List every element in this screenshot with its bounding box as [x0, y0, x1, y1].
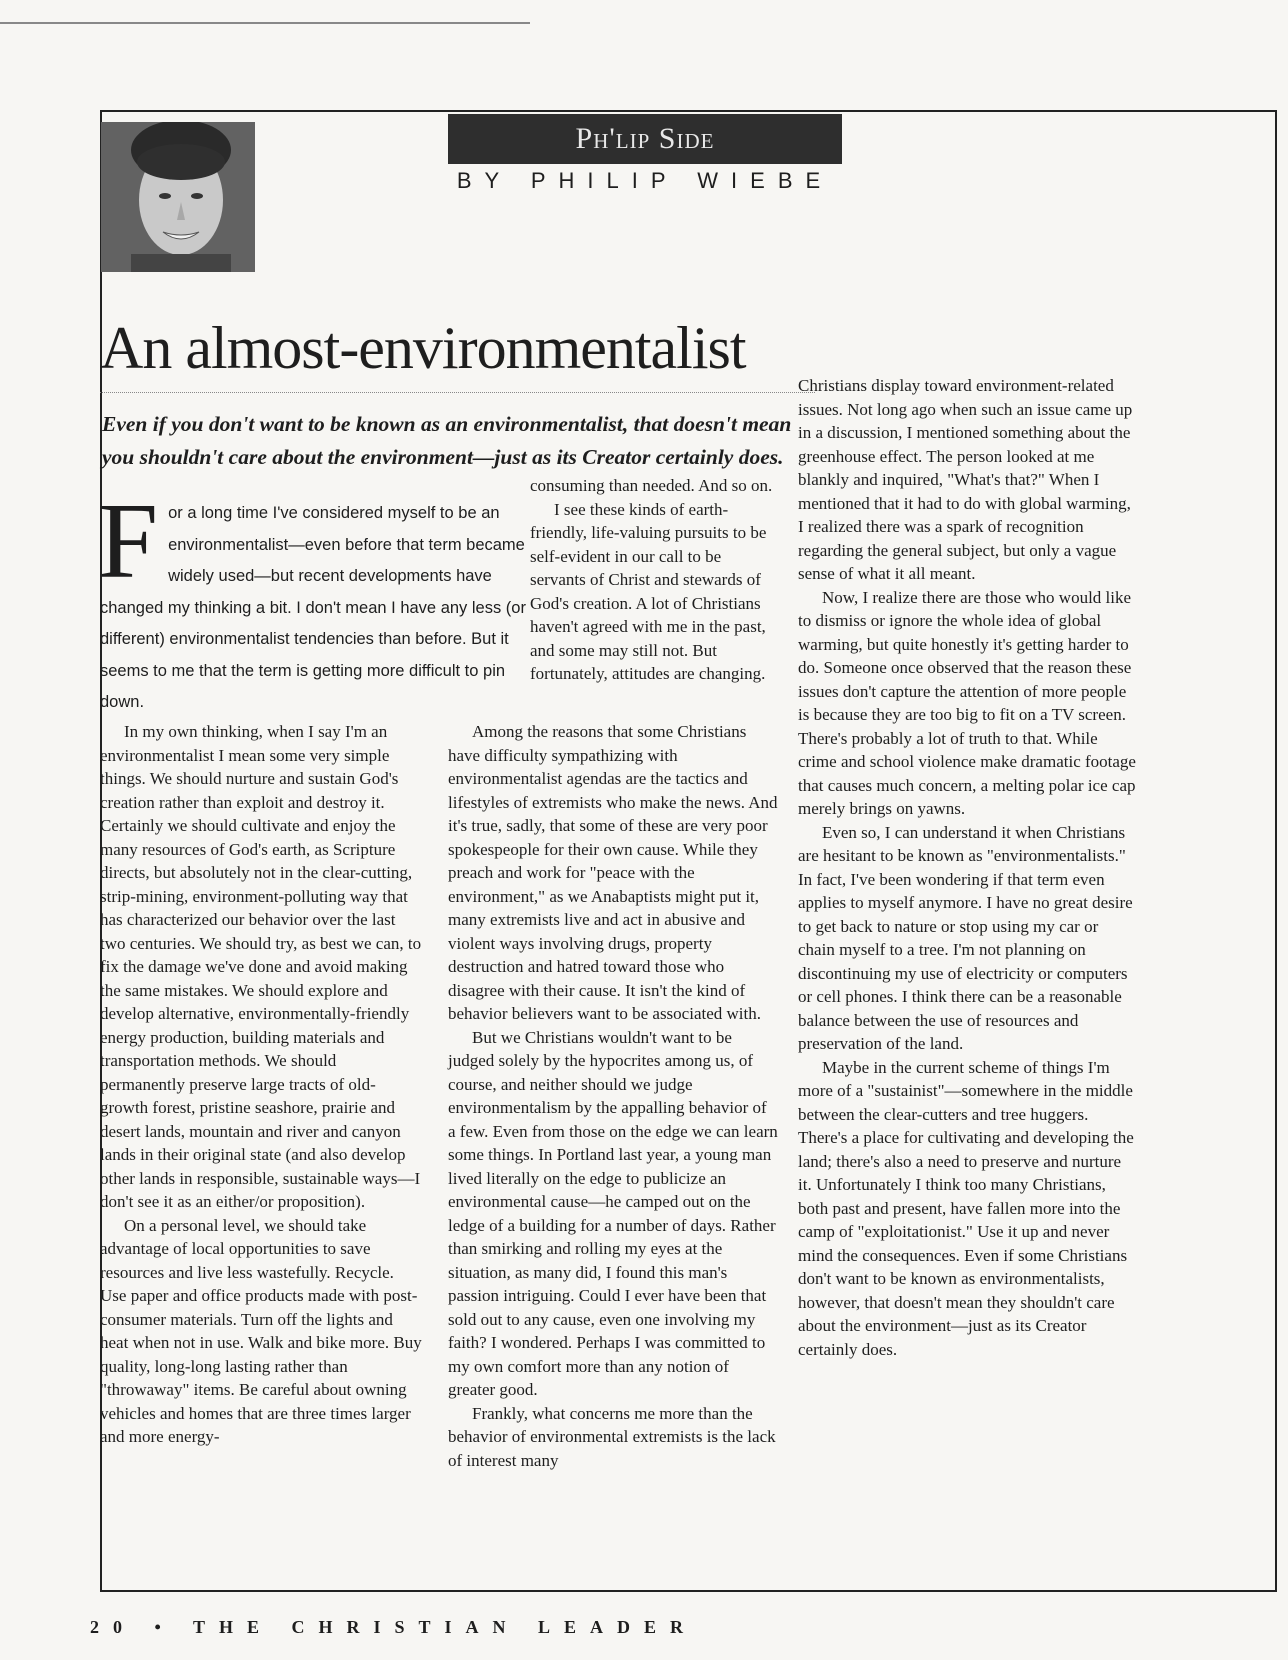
paragraph: But we Christians wouldn't want to be judged solely by the hypocrites among us, of course, and neither should we judge environmentalism by the appalling behavior of a few. Even from those on the edge we can learn some things. In Portland last year, a young man lived literally on the edge to publicize an environmental cause—he camped out on the ledge of a building for a number of days. Rather than smirking and rolling my eyes at the situation, as many did, I found this man's passion intriguing. Could I ever have been that sold out to any cause, even one involving my faith? I wondered. Perhaps I was committed to my own comfort more than any notion of greater good.	[448, 1027, 778, 1399]
headline: An almost-environmentalist	[100, 315, 746, 381]
column-1	[100, 720, 422, 1449]
paragraph: Maybe in the current scheme of things I'm more of a "sustainist"—somewhere in the middle between the clear-cutters and tree huggers. There's a place for cultivating and developing the land; there's also a need to preserve and nurture it. Unfortunately I think too many Christians, both past and present, have fallen more into the camp of "exploitationist." Use it up and never mind the consequences. Even if some Christians don't want to be known as environmentalists, however, that doesn't mean they shouldn't care about the environment—just as its Creator certainly does.	[798, 1057, 1134, 1359]
column-3	[798, 374, 1138, 1361]
headline-rule	[100, 392, 815, 393]
deck: Even if you don't want to be known as an environmentalist, that doesn't mean you shouldn't care about the environment—just as its Creator certainly does.	[102, 412, 792, 469]
page-footer	[90, 1617, 697, 1638]
paragraph: Among the reasons that some Christians have difficulty sympathizing with environmentalist agendas are the tactics and lifestyles of extremists who make the news. And it's true, sadly, that some of these are very poor spokespeople for their own cause. While they preach and work for "peace with the environment," as we Anabaptists might put it, many extremists live and act in abusive and violent ways involving drugs, property destruction and hatred toward those who disagree with their cause. It isn't the kind of behavior believers want to be associated with.	[448, 722, 778, 1023]
author-photo	[101, 122, 255, 272]
paragraph: Now, I realize there are those who would like to dismiss or ignore the whole idea of global warming, but quite honestly it's getting harder to do. Someone once observed that the reason these issues don't capture the attention of more people is because they are too big to fit on a TV screen. There's probably a lot of truth to that. While crime and school violence make dramatic footage that causes much concern, a melting polar ice cap merely brings on yawns.	[798, 587, 1136, 818]
paragraph: I see these kinds of earth-friendly, life-valuing pursuits to be self-evident in our call to be servants of Christ and stewards of God's creation. A lot of Christians haven't agreed with me in the past, and some may still not. But fortunately, attitudes are changing.	[530, 499, 767, 683]
publication-name: THE CHRISTIAN LEADER	[193, 1617, 698, 1637]
paragraph: Christians display toward environment-related issues. Not long ago when such an issue came up in a discussion, I mentioned something about the greenhouse effect. The person looked at me blankly and inquired, "What's that?" When I mentioned that it had to do with global warming, I realized there was a spark of recognition regarding the general subject, but only a vague sense of what it all meant.	[798, 376, 1133, 583]
byline: BY PHILIP WIEBE	[456, 168, 834, 193]
column-banner: Ph'lip Side	[448, 114, 842, 164]
paragraph: Even so, I can understand it when Christians are hesitant to be known as "environmentalists." In fact, I've been wondering if that term even applies to myself anymore. I have no great desire to get back to nature or stop using my car or chain myself to a tree. I'm not planning on discontinuing my use of electricity or computers or cell phones. I think there can be a reasonable balance between the use of resources and preservation of the land.	[798, 822, 1133, 1053]
paragraph: consuming than needed. And so on.	[530, 476, 773, 495]
paragraph: On a personal level, we should take advantage of local opportunities to save resources and live less wastefully. Recycle. Use paper and office products made with post-consumer materials. Turn off the lights and heat when not in use. Walk and bike more. Buy quality, long-long lasting rather than "throwaway" items. Be careful about owning vehicles and homes that are three times larger and more energy-	[100, 1215, 422, 1446]
paragraph: In my own thinking, when I say I'm an environmentalist I mean some very simple things. We should nurture and sustain God's creation rather than exploit and destroy it. Certainly we should cultivate and enjoy the many resources of God's earth, as Scripture directs, but absolutely not in the clear-cutting, strip-mining, environment-polluting way that has characterized our behavior over the last two centuries. We should try, as best we can, to fix the damage we've done and avoid making the same mistakes. We should explore and develop alternative, environmentally-friendly energy production, building materials and transportation methods. We should permanently preserve large tracts of old-growth forest, pristine seashore, prairie and desert lands, mountain and river and canyon lands in their original state (and also develop other lands in responsible, sustainable ways—I don't see it as an either/or proposition).	[100, 722, 422, 1211]
paragraph: Frankly, what concerns me more than the behavior of environmental extremists is the lack of interest many	[448, 1403, 776, 1470]
column-2	[448, 720, 778, 1472]
page-number: 20	[90, 1617, 136, 1637]
column-2-top	[530, 474, 780, 686]
lead-paragraph	[98, 482, 528, 719]
top-rule	[0, 22, 530, 24]
drop-cap: F	[98, 482, 159, 601]
frame-top-border	[100, 110, 1275, 112]
lead-text: or a long time I've considered myself to be an environmentalist—even before that term became widely used—but recent developments have changed my thinking a bit. I don't mean I have any less (or different) environmentalist tendencies than before. But it seems to me that the term is getting more difficult to pin down.	[100, 504, 526, 711]
footer-bullet: •	[154, 1617, 175, 1637]
